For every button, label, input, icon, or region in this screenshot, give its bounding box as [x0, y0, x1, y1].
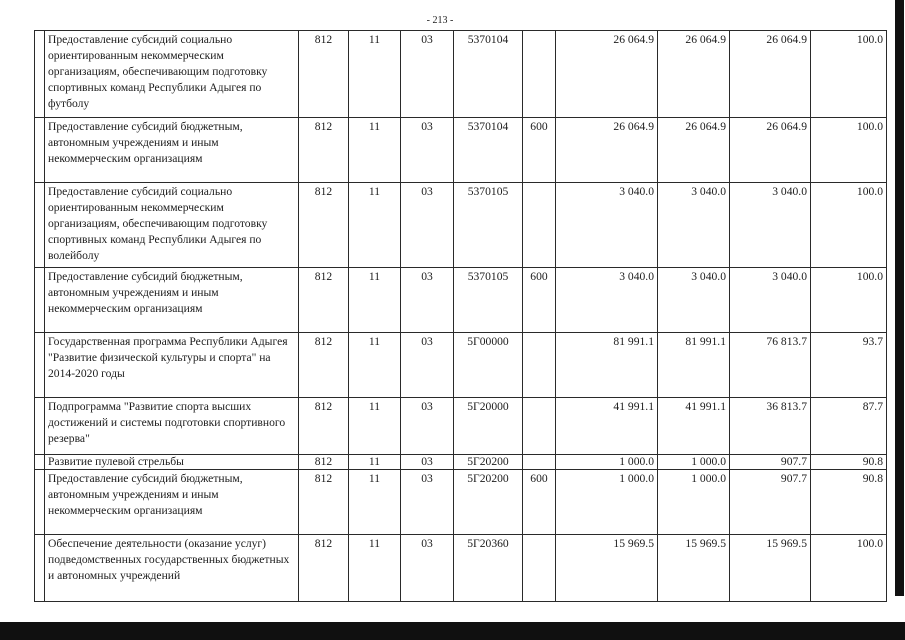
expense-name-cell: Предоставление субсидий бюджетным, автономным учреждениям и иным некоммерческим организациям	[45, 470, 299, 535]
table-row	[35, 183, 887, 268]
expense-name-cell: Предоставление субсидий социально ориентированным некоммерческим организациям, обеспечивающим подготовку спортивных команд Республики Адыгея по футболу	[45, 31, 299, 118]
expense-type-cell	[523, 455, 556, 470]
scan-right-edge	[891, 0, 905, 600]
target-article-cell: 5Г20360	[454, 535, 523, 602]
table-row	[35, 455, 887, 470]
target-article-cell: 5Г20200	[454, 470, 523, 535]
ministry-code-cell: 812	[299, 455, 349, 470]
row-marker-cell	[35, 535, 45, 602]
subsection-code-cell: 03	[401, 118, 454, 183]
target-article-cell: 5370105	[454, 183, 523, 268]
approved-amount-cell: 1 000.0	[556, 470, 658, 535]
executed-amount-cell: 907.7	[730, 470, 811, 535]
subsection-code-cell: 03	[401, 535, 454, 602]
refined-amount-cell: 26 064.9	[658, 31, 730, 118]
row-marker-cell	[35, 455, 45, 470]
budget-table	[34, 30, 887, 602]
approved-amount-cell: 81 991.1	[556, 333, 658, 398]
expense-name-cell: Подпрограмма "Развитие спорта высших достижений и системы подготовки спортивного резерва"	[45, 398, 299, 455]
target-article-cell: 5370105	[454, 268, 523, 333]
expense-name-cell: Предоставление субсидий бюджетным, автономным учреждениям и иным некоммерческим организациям	[45, 118, 299, 183]
table-row	[35, 118, 887, 183]
executed-amount-cell: 907.7	[730, 455, 811, 470]
ministry-code-cell: 812	[299, 535, 349, 602]
executed-amount-cell: 3 040.0	[730, 268, 811, 333]
section-code-cell: 11	[349, 31, 401, 118]
target-article-cell: 5Г00000	[454, 333, 523, 398]
scan-edge-shadow	[895, 0, 904, 596]
refined-amount-cell: 26 064.9	[658, 118, 730, 183]
expense-name-cell: Развитие пулевой стрельбы	[45, 455, 299, 470]
approved-amount-cell: 15 969.5	[556, 535, 658, 602]
refined-amount-cell: 1 000.0	[658, 455, 730, 470]
expense-name-cell: Обеспечение деятельности (оказание услуг) подведомственных государственных бюджетных и автономных учреждений	[45, 535, 299, 602]
ministry-code-cell: 812	[299, 470, 349, 535]
executed-amount-cell: 36 813.7	[730, 398, 811, 455]
approved-amount-cell: 41 991.1	[556, 398, 658, 455]
subsection-code-cell: 03	[401, 183, 454, 268]
table-row	[35, 470, 887, 535]
section-code-cell: 11	[349, 455, 401, 470]
expense-type-cell: 600	[523, 470, 556, 535]
expense-name-cell: Предоставление субсидий бюджетным, автономным учреждениям и иным некоммерческим организациям	[45, 268, 299, 333]
executed-amount-cell: 3 040.0	[730, 183, 811, 268]
approved-amount-cell: 26 064.9	[556, 118, 658, 183]
ministry-code-cell: 812	[299, 268, 349, 333]
target-article-cell: 5370104	[454, 118, 523, 183]
percent-executed-cell: 100.0	[811, 118, 887, 183]
percent-executed-cell: 100.0	[811, 183, 887, 268]
percent-executed-cell: 100.0	[811, 268, 887, 333]
section-code-cell: 11	[349, 535, 401, 602]
expense-type-cell	[523, 333, 556, 398]
expense-name-cell: Государственная программа Республики Адыгея "Развитие физической культуры и спорта" на 2014-2020 годы	[45, 333, 299, 398]
approved-amount-cell: 3 040.0	[556, 268, 658, 333]
refined-amount-cell: 41 991.1	[658, 398, 730, 455]
scan-bottom-edge	[0, 622, 905, 640]
table-row	[35, 333, 887, 398]
executed-amount-cell: 26 064.9	[730, 31, 811, 118]
percent-executed-cell: 87.7	[811, 398, 887, 455]
target-article-cell: 5Г20000	[454, 398, 523, 455]
ministry-code-cell: 812	[299, 183, 349, 268]
table-row	[35, 268, 887, 333]
ministry-code-cell: 812	[299, 398, 349, 455]
expense-type-cell	[523, 31, 556, 118]
section-code-cell: 11	[349, 183, 401, 268]
refined-amount-cell: 3 040.0	[658, 268, 730, 333]
percent-executed-cell: 100.0	[811, 535, 887, 602]
target-article-cell: 5Г20200	[454, 455, 523, 470]
executed-amount-cell: 26 064.9	[730, 118, 811, 183]
table-row	[35, 535, 887, 602]
row-marker-cell	[35, 333, 45, 398]
percent-executed-cell: 93.7	[811, 333, 887, 398]
section-code-cell: 11	[349, 398, 401, 455]
percent-executed-cell: 90.8	[811, 455, 887, 470]
expense-type-cell: 600	[523, 268, 556, 333]
page-number: - 213 -	[426, 15, 454, 26]
approved-amount-cell: 3 040.0	[556, 183, 658, 268]
expense-type-cell	[523, 398, 556, 455]
table-row	[35, 31, 887, 118]
percent-executed-cell: 100.0	[811, 31, 887, 118]
row-marker-cell	[35, 268, 45, 333]
approved-amount-cell: 26 064.9	[556, 31, 658, 118]
ministry-code-cell: 812	[299, 333, 349, 398]
ministry-code-cell: 812	[299, 118, 349, 183]
row-marker-cell	[35, 398, 45, 455]
subsection-code-cell: 03	[401, 268, 454, 333]
section-code-cell: 11	[349, 470, 401, 535]
target-article-cell: 5370104	[454, 31, 523, 118]
subsection-code-cell: 03	[401, 470, 454, 535]
expense-type-cell: 600	[523, 118, 556, 183]
section-code-cell: 11	[349, 268, 401, 333]
subsection-code-cell: 03	[401, 333, 454, 398]
subsection-code-cell: 03	[401, 455, 454, 470]
row-marker-cell	[35, 470, 45, 535]
refined-amount-cell: 81 991.1	[658, 333, 730, 398]
percent-executed-cell: 90.8	[811, 470, 887, 535]
section-code-cell: 11	[349, 118, 401, 183]
expense-type-cell	[523, 183, 556, 268]
executed-amount-cell: 76 813.7	[730, 333, 811, 398]
subsection-code-cell: 03	[401, 398, 454, 455]
row-marker-cell	[35, 31, 45, 118]
expense-type-cell	[523, 535, 556, 602]
row-marker-cell	[35, 183, 45, 268]
ministry-code-cell: 812	[299, 31, 349, 118]
executed-amount-cell: 15 969.5	[730, 535, 811, 602]
row-marker-cell	[35, 118, 45, 183]
approved-amount-cell: 1 000.0	[556, 455, 658, 470]
table-row	[35, 398, 887, 455]
section-code-cell: 11	[349, 333, 401, 398]
refined-amount-cell: 15 969.5	[658, 535, 730, 602]
refined-amount-cell: 1 000.0	[658, 470, 730, 535]
subsection-code-cell: 03	[401, 31, 454, 118]
expense-name-cell: Предоставление субсидий социально ориентированным некоммерческим организациям, обеспечивающим подготовку спортивных команд Республики Адыгея по волейболу	[45, 183, 299, 268]
refined-amount-cell: 3 040.0	[658, 183, 730, 268]
